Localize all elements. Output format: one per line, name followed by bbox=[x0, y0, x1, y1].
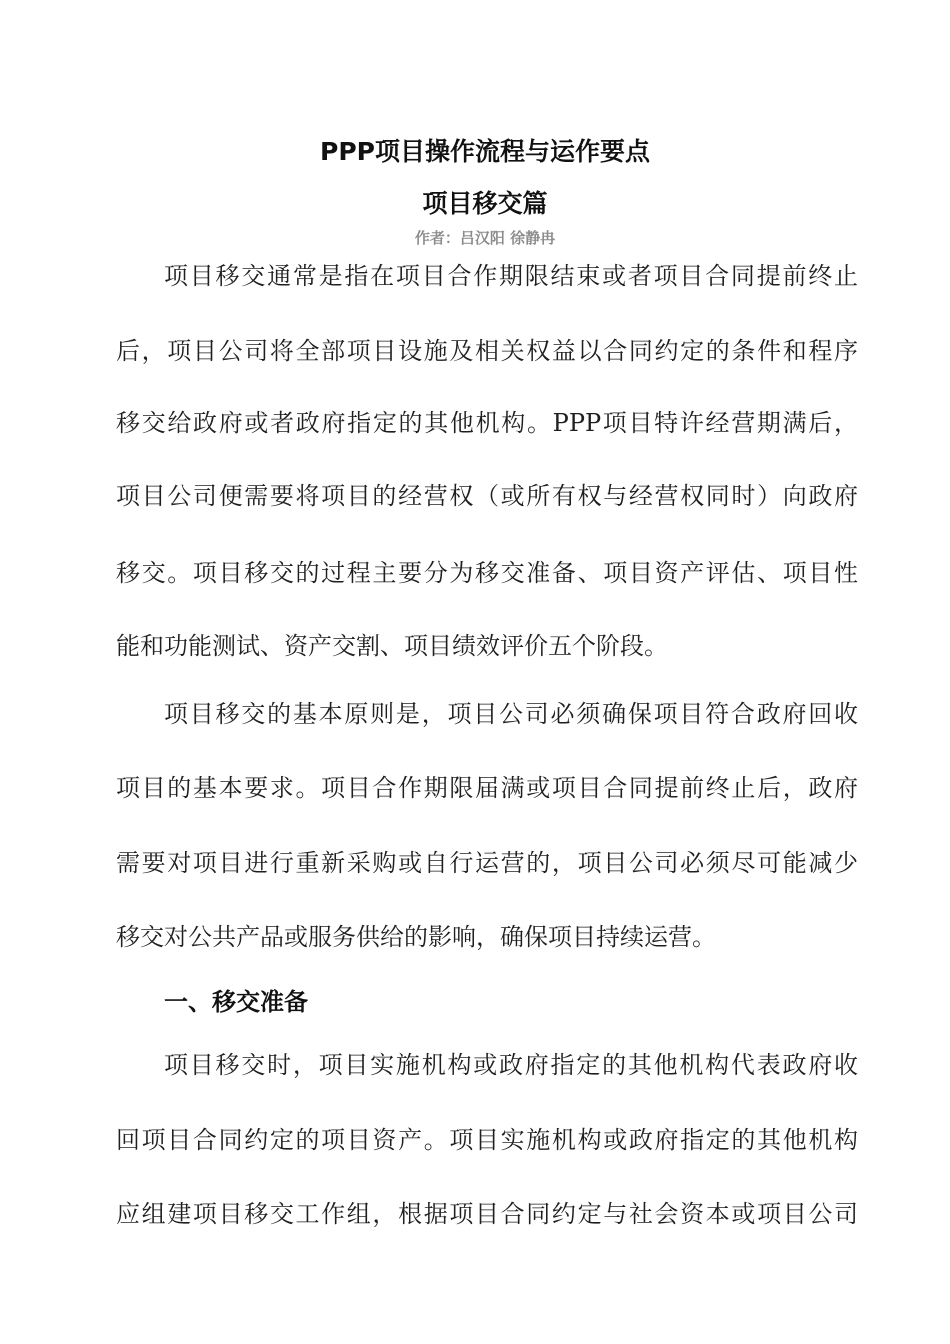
document-title: PPP项目操作流程与运作要点 bbox=[320, 137, 650, 166]
section-heading: 一、移交准备 bbox=[164, 988, 308, 1016]
section-paragraph-line-1: 项目移交时，项目实施机构或政府指定的其他机构代表政府收 bbox=[164, 1051, 858, 1079]
paragraph-2-line-1: 项目移交的基本原则是，项目公司必须确保项目符合政府回收 bbox=[164, 700, 858, 728]
section-paragraph-line-3: 应组建项目移交工作组，根据项目合同约定与社会资本或项目公司 bbox=[116, 1200, 858, 1228]
paragraph-1-line-6: 能和功能测试、资产交割、项目绩效评价五个阶段。 bbox=[116, 632, 668, 660]
paragraph-1-line-1: 项目移交通常是指在项目合作期限结束或者项目合同提前终止 bbox=[164, 262, 858, 290]
paragraph-1-line-4: 项目公司便需要将项目的经营权（或所有权与经营权同时）向政府 bbox=[116, 482, 858, 510]
paragraph-2-line-2: 项目的基本要求。项目合作期限届满或项目合同提前终止后，政府 bbox=[116, 774, 858, 802]
paragraph-2-line-4: 移交对公共产品或服务供给的影响，确保项目持续运营。 bbox=[116, 923, 716, 951]
paragraph-1-line-3: 移交给政府或者政府指定的其他机构。PPP项目特许经营期满后， bbox=[116, 409, 858, 437]
paragraph-2-line-3: 需要对项目进行重新采购或自行运营的，项目公司必须尽可能减少 bbox=[116, 849, 858, 877]
section-paragraph-line-2: 回项目合同约定的项目资产。项目实施机构或政府指定的其他机构 bbox=[116, 1126, 858, 1154]
paragraph-1-line-5: 移交。项目移交的过程主要分为移交准备、项目资产评估、项目性 bbox=[116, 559, 858, 587]
document-subtitle: 项目移交篇 bbox=[422, 189, 548, 218]
document-author: 作者：吕汉阳 徐静冉 bbox=[414, 229, 556, 247]
paragraph-1-line-2: 后，项目公司将全部项目设施及相关权益以合同约定的条件和程序 bbox=[116, 337, 858, 365]
